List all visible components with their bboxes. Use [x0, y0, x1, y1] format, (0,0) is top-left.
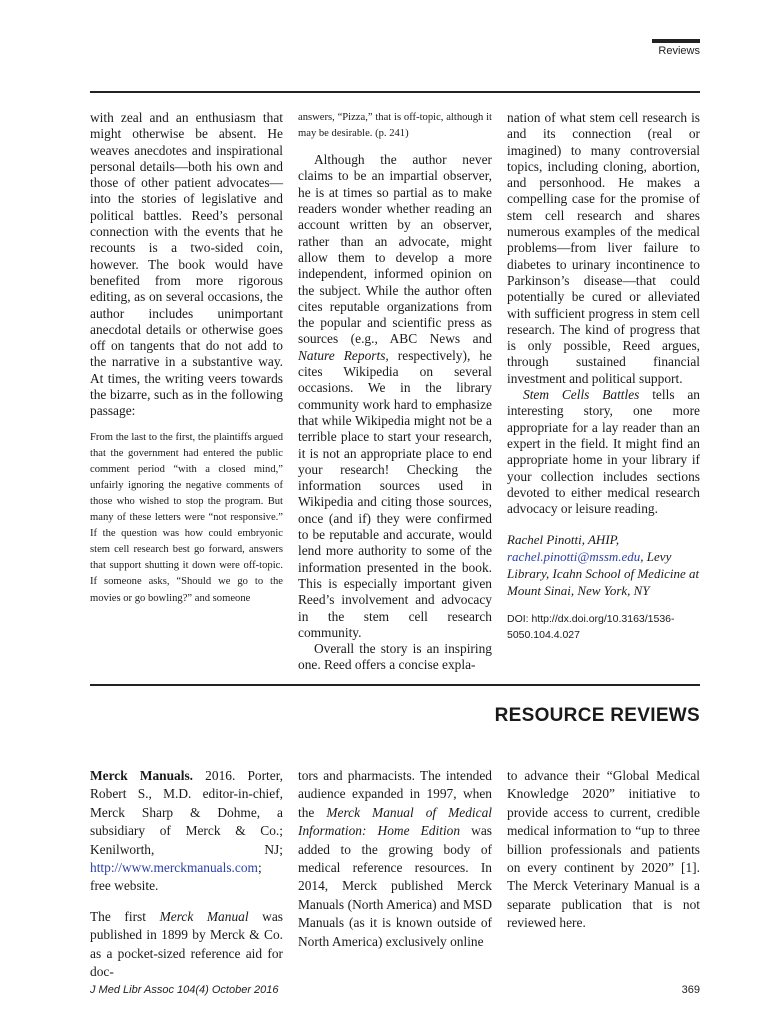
reviewer-email-link[interactable]: rachel.pinotti@mssm.edu	[507, 549, 641, 565]
journal-citation: J Med Libr Assoc 104(4) October 2016	[90, 984, 279, 996]
italic-title: Merck Manual	[159, 908, 249, 924]
resource-title: Merck Manuals.	[90, 768, 194, 783]
review-paragraph: nation of what stem cell research is and its connection (real or imagined) to many controversial topics, including cloning, abortion, and personhood. He makes a compelling case for the promise of stem cell research and shares numerous examples of the medical problems—from liver failure to diabetes to urinary incontinence to Parkinson’s disease—that could potentially be cured or alleviated with sufficient progress in stem cell research. The kind of progress that is only possible, Reed argues, through sustained financial investment and political support.	[507, 110, 700, 386]
review-column-1	[90, 110, 283, 607]
review-paragraph: with zeal and an enthusiasm that might otherwise be absent. He weaves anecdotes and inspirational personal details—both his own and those of other patient advocates—into the stories of legislative and political battles. Reed’s personal connection with the events that he recounts is a two-sided coin, however. The book would have benefited from more rigorous editing, as on several occasions, the author includes unimportant anecdotal details or otherwise goes off on tangents that do not add to the narrative in a substantive way. At times, the writing veers towards the bizarre, such as in the following passage:	[90, 110, 283, 419]
section-label: Reviews	[658, 45, 700, 57]
resource-column-2	[298, 767, 492, 951]
resource-paragraph: to advance their “Global Medical Knowledge 2020” initiative to provide access to current, credible medical information to “up to three billion professionals and patients on every continent by 2020” [1]. The Merck Veterinary Manual is a separate publication that is not reviewed here.	[507, 768, 700, 931]
section-title: RESOURCE REVIEWS	[494, 705, 700, 726]
section-rule	[90, 684, 700, 686]
italic-title: Nature Reports,	[298, 347, 389, 363]
review-paragraph: Stem Cells Battles tells an interesting story, one more appropriate for a lay reader than an expert in the field. It might find an appropriate home in your library if your collection includes sections devoted to either medical research advocacy or leisure reading.	[507, 387, 700, 517]
review-paragraph: Although the author never claims to be an impartial observer, he is at times so partial as to make readers wonder whether reading an account written by an observer, rather than an advocate, might allow them to develop a more independent, informed opinion on the subject. While the author often cites reputable organizations from the popular and scientific press as sources (e.g., ABC News and Nature Reports, respectively), he cites Wikipedia on several occasions. We in the library community work hard to emphasize that while Wikipedia might not be a terrible place to start your research, it is not an appropriate place to end your research! Checking the information sources used in Wikipedia and citing those sources, once (and if) they were confirmed to be reputable and accurate, would lend more authority to some of the information presented in the book. This is especially important given Reed’s involvement and advocacy in the stem cell research community.	[298, 152, 492, 640]
top-rule	[90, 91, 700, 93]
resource-citation: Merck Manuals. 2016. Porter, Robert S., M.D. editor-in-chief, Merck Sharp & Dohme, a subsidiary of Merck & Co.; Kenilworth, NJ; http://www.merckmanuals.com; free website.	[90, 768, 283, 894]
block-quote: From the last to the first, the plaintiffs argued that the government had entered the public comment period “with a closed mind,” unfairly ignoring the negative comments of those who wished to stop the program. But many of these letters were “not responsive.” If the question was how could embryonic stem cell research best go forward, answers that support shutting it down were off-topic. If someone asks, “Should we go to the movies or go bowling?” and someone	[90, 431, 283, 604]
resource-column-1	[90, 767, 283, 981]
resource-url-link[interactable]: http://www.merckmanuals.com	[90, 860, 258, 876]
page-number: 369	[681, 984, 700, 996]
resource-column-3	[507, 767, 700, 933]
header-accent-bar	[652, 39, 700, 43]
block-quote-end: answers, “Pizza,” that is off-topic, although it may be desirable. (p. 241)	[298, 112, 492, 140]
review-column-2	[298, 110, 492, 674]
italic-title: Stem Cells Battles	[523, 387, 640, 403]
reviewer-signature: Rachel Pinotti, AHIP, rachel.pinotti@mssm.edu, Levy Library, Icahn School of Medicine at Mount Sinai, New York, NY	[507, 532, 700, 599]
review-column-3	[507, 110, 700, 643]
italic-title: Merck Manual of Medical Information: Home Edition	[298, 804, 492, 839]
review-paragraph: Overall the story is an inspiring one. Reed offers a concise expla-	[298, 641, 492, 673]
doi-text: DOI: http://dx.doi.org/10.3163/1536-5050.104.4.027	[507, 613, 675, 642]
resource-paragraph: The first Merck Manual was published in 1899 by Merck & Co. as a pocket-sized reference aid for doc-	[90, 908, 283, 980]
resource-paragraph: tors and pharmacists. The intended audience expanded in 1997, when the Merck Manual of Medical Information: Home Edition was added to the growing body of medical reference resources. In 2014, Merck published Merck Manuals (North America) and MSD Manuals (as it is known outside of North America) exclusively online	[298, 768, 492, 949]
